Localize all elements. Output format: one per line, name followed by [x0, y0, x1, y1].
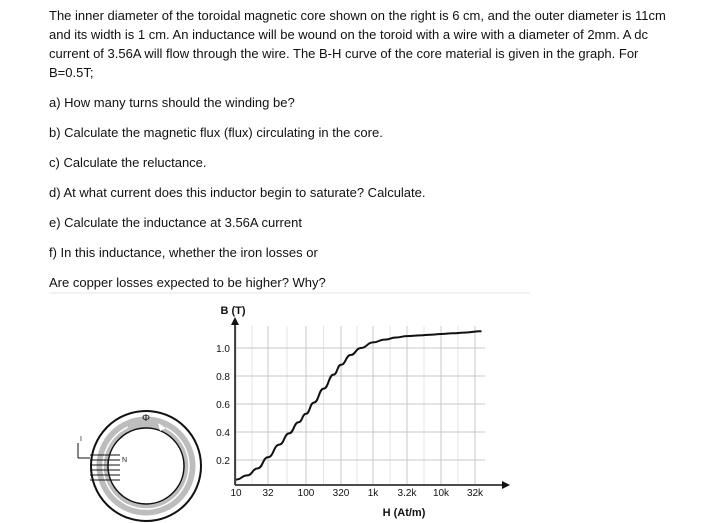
flux-symbol: Φ	[142, 413, 150, 424]
y-tick-label: 1.0	[216, 344, 230, 355]
x-tick-label: 10	[230, 488, 242, 499]
y-tick-labels	[216, 344, 230, 467]
bh-curve-series	[236, 331, 482, 479]
y-tick-label: 0.8	[216, 372, 230, 383]
chart-grid	[235, 326, 485, 484]
current-label: I	[80, 436, 82, 443]
x-tick-label: 32k	[466, 488, 484, 499]
x-axis-label: H (At/m)	[382, 507, 426, 519]
x-tick-label: 10k	[432, 488, 450, 499]
x-tick-label: 32	[262, 488, 274, 499]
question-e: e) Calculate the inductance at 3.56A current	[49, 215, 302, 230]
x-tick-label: 3.2k	[397, 488, 417, 499]
question-f: f) In this inductance, whether the iron losses or	[49, 245, 318, 260]
question-d: d) At what current does this inductor begin to saturate? Calculate.	[49, 185, 426, 200]
y-tick-label: 0.4	[216, 428, 230, 439]
x-tick-label: 320	[332, 488, 350, 499]
y-axis-arrowhead	[231, 317, 239, 325]
winding-label: N	[122, 457, 128, 464]
y-axis-label: B (T)	[220, 305, 246, 317]
question-a: a) How many turns should the winding be?	[49, 95, 295, 110]
x-axis-arrowhead	[502, 481, 510, 489]
question-c: c) Calculate the reluctance.	[49, 155, 207, 170]
x-tick-labels	[230, 488, 484, 499]
y-tick-label: 0.6	[216, 400, 230, 411]
x-tick-label: 100	[297, 488, 315, 499]
x-tick-label: 1k	[367, 488, 379, 499]
question-f-continued: Are copper losses expected to be higher? Why?	[49, 275, 326, 290]
y-tick-label: 0.2	[216, 456, 230, 467]
problem-intro: The inner diameter of the toroidal magnetic core shown on the right is 6 cm, and the outer diameter is 11cm and its width is 1 cm. An inductance will be wound on the toroid with a wire with a diameter of 2mm. A dc current of 3.56A will flow through the wire. The B-H curve of the core material is given in the graph. For B=0.5T;	[49, 8, 666, 80]
question-b: b) Calculate the magnetic flux (flux) circulating in the core.	[49, 125, 383, 140]
